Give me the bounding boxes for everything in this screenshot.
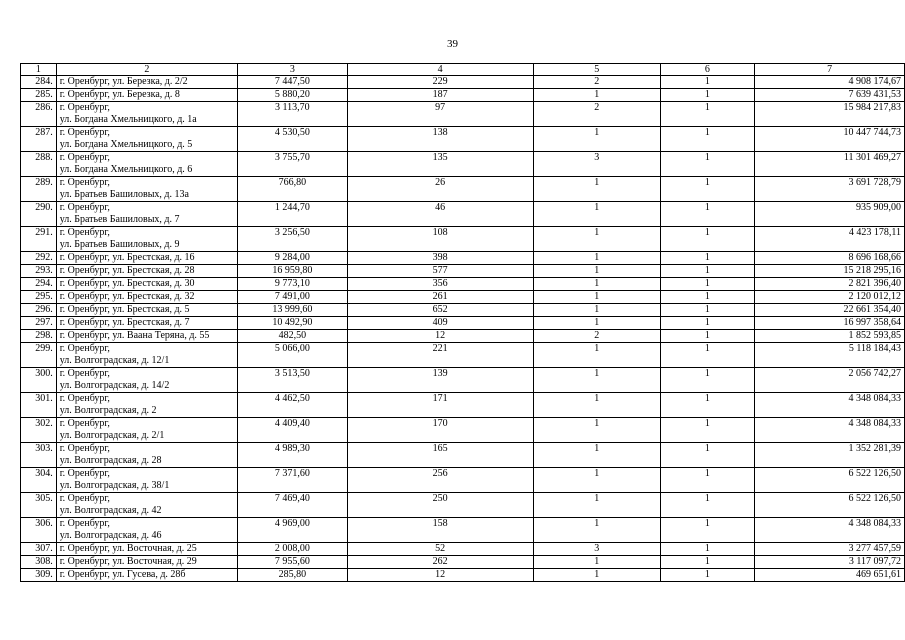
amount-cell: 935 909,00 <box>755 202 905 227</box>
column-header: 7 <box>755 64 905 76</box>
col5-cell: 2 <box>533 76 660 89</box>
row-number-cell: 300. <box>21 368 57 393</box>
residents-cell: 229 <box>347 76 533 89</box>
col6-cell: 1 <box>660 252 755 265</box>
row-number-cell: 309. <box>21 569 57 582</box>
residents-cell: 250 <box>347 493 533 518</box>
table-row <box>21 177 905 202</box>
address-cell: г. Оренбург, ул. Волгоградская, д. 12/1 <box>56 343 237 368</box>
address-cell: г. Оренбург, ул. Брестская, д. 28 <box>56 265 237 278</box>
area-cell: 3 755,70 <box>238 152 347 177</box>
residents-cell: 138 <box>347 127 533 152</box>
area-cell: 4 462,50 <box>238 393 347 418</box>
row-number-cell: 289. <box>21 177 57 202</box>
residents-cell: 12 <box>347 330 533 343</box>
residents-cell: 262 <box>347 556 533 569</box>
amount-cell: 5 118 184,43 <box>755 343 905 368</box>
col5-cell: 1 <box>533 304 660 317</box>
col5-cell: 1 <box>533 89 660 102</box>
col6-cell: 1 <box>660 330 755 343</box>
col6-cell: 1 <box>660 291 755 304</box>
col5-cell: 1 <box>533 317 660 330</box>
table-row <box>21 518 905 543</box>
area-cell: 7 491,00 <box>238 291 347 304</box>
table-row <box>21 468 905 493</box>
amount-cell: 22 661 354,40 <box>755 304 905 317</box>
address-cell: г. Оренбург, ул. Ваана Теряна, д. 55 <box>56 330 237 343</box>
row-number-cell: 287. <box>21 127 57 152</box>
residents-cell: 97 <box>347 102 533 127</box>
table-row <box>21 569 905 582</box>
area-cell: 3 513,50 <box>238 368 347 393</box>
residents-cell: 170 <box>347 418 533 443</box>
area-cell: 4 530,50 <box>238 127 347 152</box>
table-row <box>21 317 905 330</box>
area-cell: 13 999,60 <box>238 304 347 317</box>
col6-cell: 1 <box>660 152 755 177</box>
amount-cell: 10 447 744,73 <box>755 127 905 152</box>
row-number-cell: 291. <box>21 227 57 252</box>
residents-cell: 171 <box>347 393 533 418</box>
table-row <box>21 304 905 317</box>
col5-cell: 3 <box>533 152 660 177</box>
col5-cell: 1 <box>533 368 660 393</box>
col5-cell: 1 <box>533 252 660 265</box>
amount-cell: 15 218 295,16 <box>755 265 905 278</box>
address-cell: г. Оренбург, ул. Брестская, д. 32 <box>56 291 237 304</box>
col6-cell: 1 <box>660 227 755 252</box>
table-row <box>21 102 905 127</box>
area-cell: 2 008,00 <box>238 543 347 556</box>
table-row <box>21 418 905 443</box>
address-cell: г. Оренбург, ул. Березка, д. 8 <box>56 89 237 102</box>
col6-cell: 1 <box>660 468 755 493</box>
col6-cell: 1 <box>660 569 755 582</box>
address-cell: г. Оренбург, ул. Брестская, д. 7 <box>56 317 237 330</box>
col5-cell: 2 <box>533 330 660 343</box>
address-cell: г. Оренбург, ул. Волгоградская, д. 14/2 <box>56 368 237 393</box>
residents-cell: 652 <box>347 304 533 317</box>
area-cell: 5 880,20 <box>238 89 347 102</box>
table-row <box>21 252 905 265</box>
col6-cell: 1 <box>660 418 755 443</box>
col6-cell: 1 <box>660 127 755 152</box>
address-cell: г. Оренбург, ул. Братьев Башиловых, д. 9 <box>56 227 237 252</box>
amount-cell: 469 651,61 <box>755 569 905 582</box>
row-number-cell: 284. <box>21 76 57 89</box>
address-cell: г. Оренбург, ул. Березка, д. 2/2 <box>56 76 237 89</box>
area-cell: 1 244,70 <box>238 202 347 227</box>
residents-cell: 139 <box>347 368 533 393</box>
col5-cell: 1 <box>533 291 660 304</box>
residents-cell: 108 <box>347 227 533 252</box>
address-cell: г. Оренбург, ул. Гусева, д. 28б <box>56 569 237 582</box>
area-cell: 7 371,60 <box>238 468 347 493</box>
col5-cell: 1 <box>533 265 660 278</box>
area-cell: 4 989,30 <box>238 443 347 468</box>
header-row <box>21 64 905 76</box>
table-row <box>21 202 905 227</box>
amount-cell: 16 997 358,64 <box>755 317 905 330</box>
residents-cell: 26 <box>347 177 533 202</box>
row-number-cell: 292. <box>21 252 57 265</box>
residents-cell: 221 <box>347 343 533 368</box>
col6-cell: 1 <box>660 368 755 393</box>
row-number-cell: 290. <box>21 202 57 227</box>
table-row <box>21 291 905 304</box>
table-row <box>21 265 905 278</box>
amount-cell: 3 277 457,59 <box>755 543 905 556</box>
col5-cell: 1 <box>533 468 660 493</box>
residents-cell: 356 <box>347 278 533 291</box>
table-row <box>21 443 905 468</box>
amount-cell: 3 691 728,79 <box>755 177 905 202</box>
residents-cell: 398 <box>347 252 533 265</box>
address-cell: г. Оренбург, ул. Восточная, д. 25 <box>56 543 237 556</box>
row-number-cell: 306. <box>21 518 57 543</box>
col5-cell: 1 <box>533 278 660 291</box>
row-number-cell: 298. <box>21 330 57 343</box>
col6-cell: 1 <box>660 443 755 468</box>
page-number: 39 <box>447 38 458 50</box>
area-cell: 5 066,00 <box>238 343 347 368</box>
area-cell: 7 469,40 <box>238 493 347 518</box>
residents-cell: 12 <box>347 569 533 582</box>
amount-cell: 6 522 126,50 <box>755 493 905 518</box>
row-number-cell: 288. <box>21 152 57 177</box>
residents-cell: 409 <box>347 317 533 330</box>
col6-cell: 1 <box>660 265 755 278</box>
area-cell: 3 256,50 <box>238 227 347 252</box>
table-row <box>21 76 905 89</box>
row-number-cell: 301. <box>21 393 57 418</box>
amount-cell: 1 852 593,85 <box>755 330 905 343</box>
residents-cell: 165 <box>347 443 533 468</box>
col5-cell: 1 <box>533 443 660 468</box>
row-number-cell: 303. <box>21 443 57 468</box>
address-cell: г. Оренбург, ул. Братьев Башиловых, д. 13а <box>56 177 237 202</box>
col5-cell: 1 <box>533 343 660 368</box>
address-cell: г. Оренбург, ул. Богдана Хмельницкого, д. 6 <box>56 152 237 177</box>
col6-cell: 1 <box>660 304 755 317</box>
table-row <box>21 330 905 343</box>
col6-cell: 1 <box>660 393 755 418</box>
residents-cell: 187 <box>347 89 533 102</box>
amount-cell: 2 120 012,12 <box>755 291 905 304</box>
area-cell: 285,80 <box>238 569 347 582</box>
row-number-cell: 293. <box>21 265 57 278</box>
area-cell: 7 447,50 <box>238 76 347 89</box>
table-row <box>21 393 905 418</box>
address-cell: г. Оренбург, ул. Волгоградская, д. 38/1 <box>56 468 237 493</box>
col6-cell: 1 <box>660 89 755 102</box>
row-number-cell: 302. <box>21 418 57 443</box>
address-cell: г. Оренбург, ул. Волгоградская, д. 42 <box>56 493 237 518</box>
address-cell: г. Оренбург, ул. Богдана Хмельницкого, д. 5 <box>56 127 237 152</box>
table-row <box>21 343 905 368</box>
address-cell: г. Оренбург, ул. Богдана Хмельницкого, д. 1а <box>56 102 237 127</box>
area-cell: 10 492,90 <box>238 317 347 330</box>
table-row <box>21 227 905 252</box>
table-row <box>21 89 905 102</box>
area-cell: 16 959,80 <box>238 265 347 278</box>
row-number-cell: 286. <box>21 102 57 127</box>
table-row <box>21 127 905 152</box>
residents-cell: 577 <box>347 265 533 278</box>
amount-cell: 15 984 217,83 <box>755 102 905 127</box>
col6-cell: 1 <box>660 543 755 556</box>
address-cell: г. Оренбург, ул. Волгоградская, д. 2 <box>56 393 237 418</box>
col5-cell: 1 <box>533 227 660 252</box>
col5-cell: 1 <box>533 569 660 582</box>
col6-cell: 1 <box>660 518 755 543</box>
amount-cell: 1 352 281,39 <box>755 443 905 468</box>
amount-cell: 4 423 178,11 <box>755 227 905 252</box>
address-cell: г. Оренбург, ул. Волгоградская, д. 28 <box>56 443 237 468</box>
address-cell: г. Оренбург, ул. Волгоградская, д. 46 <box>56 518 237 543</box>
address-cell: г. Оренбург, ул. Брестская, д. 5 <box>56 304 237 317</box>
residents-cell: 256 <box>347 468 533 493</box>
row-number-cell: 296. <box>21 304 57 317</box>
address-cell: г. Оренбург, ул. Братьев Башиловых, д. 7 <box>56 202 237 227</box>
row-number-cell: 294. <box>21 278 57 291</box>
address-cell: г. Оренбург, ул. Восточная, д. 29 <box>56 556 237 569</box>
col6-cell: 1 <box>660 102 755 127</box>
col6-cell: 1 <box>660 177 755 202</box>
col5-cell: 1 <box>533 202 660 227</box>
row-number-cell: 308. <box>21 556 57 569</box>
col6-cell: 1 <box>660 202 755 227</box>
amount-cell: 4 908 174,67 <box>755 76 905 89</box>
amount-cell: 4 348 084,33 <box>755 518 905 543</box>
area-cell: 3 113,70 <box>238 102 347 127</box>
row-number-cell: 285. <box>21 89 57 102</box>
address-cell: г. Оренбург, ул. Брестская, д. 16 <box>56 252 237 265</box>
area-cell: 9 284,00 <box>238 252 347 265</box>
column-header: 3 <box>238 64 347 76</box>
col5-cell: 3 <box>533 543 660 556</box>
col5-cell: 1 <box>533 393 660 418</box>
address-cell: г. Оренбург, ул. Брестская, д. 30 <box>56 278 237 291</box>
data-table <box>20 63 905 582</box>
col5-cell: 1 <box>533 518 660 543</box>
amount-cell: 11 301 469,27 <box>755 152 905 177</box>
table-row <box>21 543 905 556</box>
residents-cell: 52 <box>347 543 533 556</box>
address-cell: г. Оренбург, ул. Волгоградская, д. 2/1 <box>56 418 237 443</box>
column-header: 4 <box>347 64 533 76</box>
table-row <box>21 368 905 393</box>
col5-cell: 2 <box>533 102 660 127</box>
col6-cell: 1 <box>660 343 755 368</box>
area-cell: 9 773,10 <box>238 278 347 291</box>
table-row <box>21 278 905 291</box>
amount-cell: 2 056 742,27 <box>755 368 905 393</box>
amount-cell: 7 639 431,53 <box>755 89 905 102</box>
residents-cell: 46 <box>347 202 533 227</box>
row-number-cell: 304. <box>21 468 57 493</box>
table-row <box>21 556 905 569</box>
residents-cell: 158 <box>347 518 533 543</box>
area-cell: 4 969,00 <box>238 518 347 543</box>
row-number-cell: 299. <box>21 343 57 368</box>
amount-cell: 3 117 097,72 <box>755 556 905 569</box>
col5-cell: 1 <box>533 556 660 569</box>
col5-cell: 1 <box>533 493 660 518</box>
col6-cell: 1 <box>660 317 755 330</box>
residents-cell: 135 <box>347 152 533 177</box>
residents-cell: 261 <box>347 291 533 304</box>
column-header: 6 <box>660 64 755 76</box>
area-cell: 4 409,40 <box>238 418 347 443</box>
col5-cell: 1 <box>533 418 660 443</box>
col5-cell: 1 <box>533 177 660 202</box>
amount-cell: 6 522 126,50 <box>755 468 905 493</box>
area-cell: 7 955,60 <box>238 556 347 569</box>
area-cell: 766,80 <box>238 177 347 202</box>
col6-cell: 1 <box>660 278 755 291</box>
table-body <box>21 76 905 582</box>
amount-cell: 4 348 084,33 <box>755 393 905 418</box>
col6-cell: 1 <box>660 556 755 569</box>
column-header: 5 <box>533 64 660 76</box>
col5-cell: 1 <box>533 127 660 152</box>
area-cell: 482,50 <box>238 330 347 343</box>
row-number-cell: 305. <box>21 493 57 518</box>
table-row <box>21 152 905 177</box>
row-number-cell: 295. <box>21 291 57 304</box>
row-number-cell: 307. <box>21 543 57 556</box>
amount-cell: 4 348 084,33 <box>755 418 905 443</box>
col6-cell: 1 <box>660 76 755 89</box>
amount-cell: 2 821 396,40 <box>755 278 905 291</box>
amount-cell: 8 696 168,66 <box>755 252 905 265</box>
column-header: 2 <box>56 64 237 76</box>
col6-cell: 1 <box>660 493 755 518</box>
table-row <box>21 493 905 518</box>
column-header: 1 <box>21 64 57 76</box>
row-number-cell: 297. <box>21 317 57 330</box>
